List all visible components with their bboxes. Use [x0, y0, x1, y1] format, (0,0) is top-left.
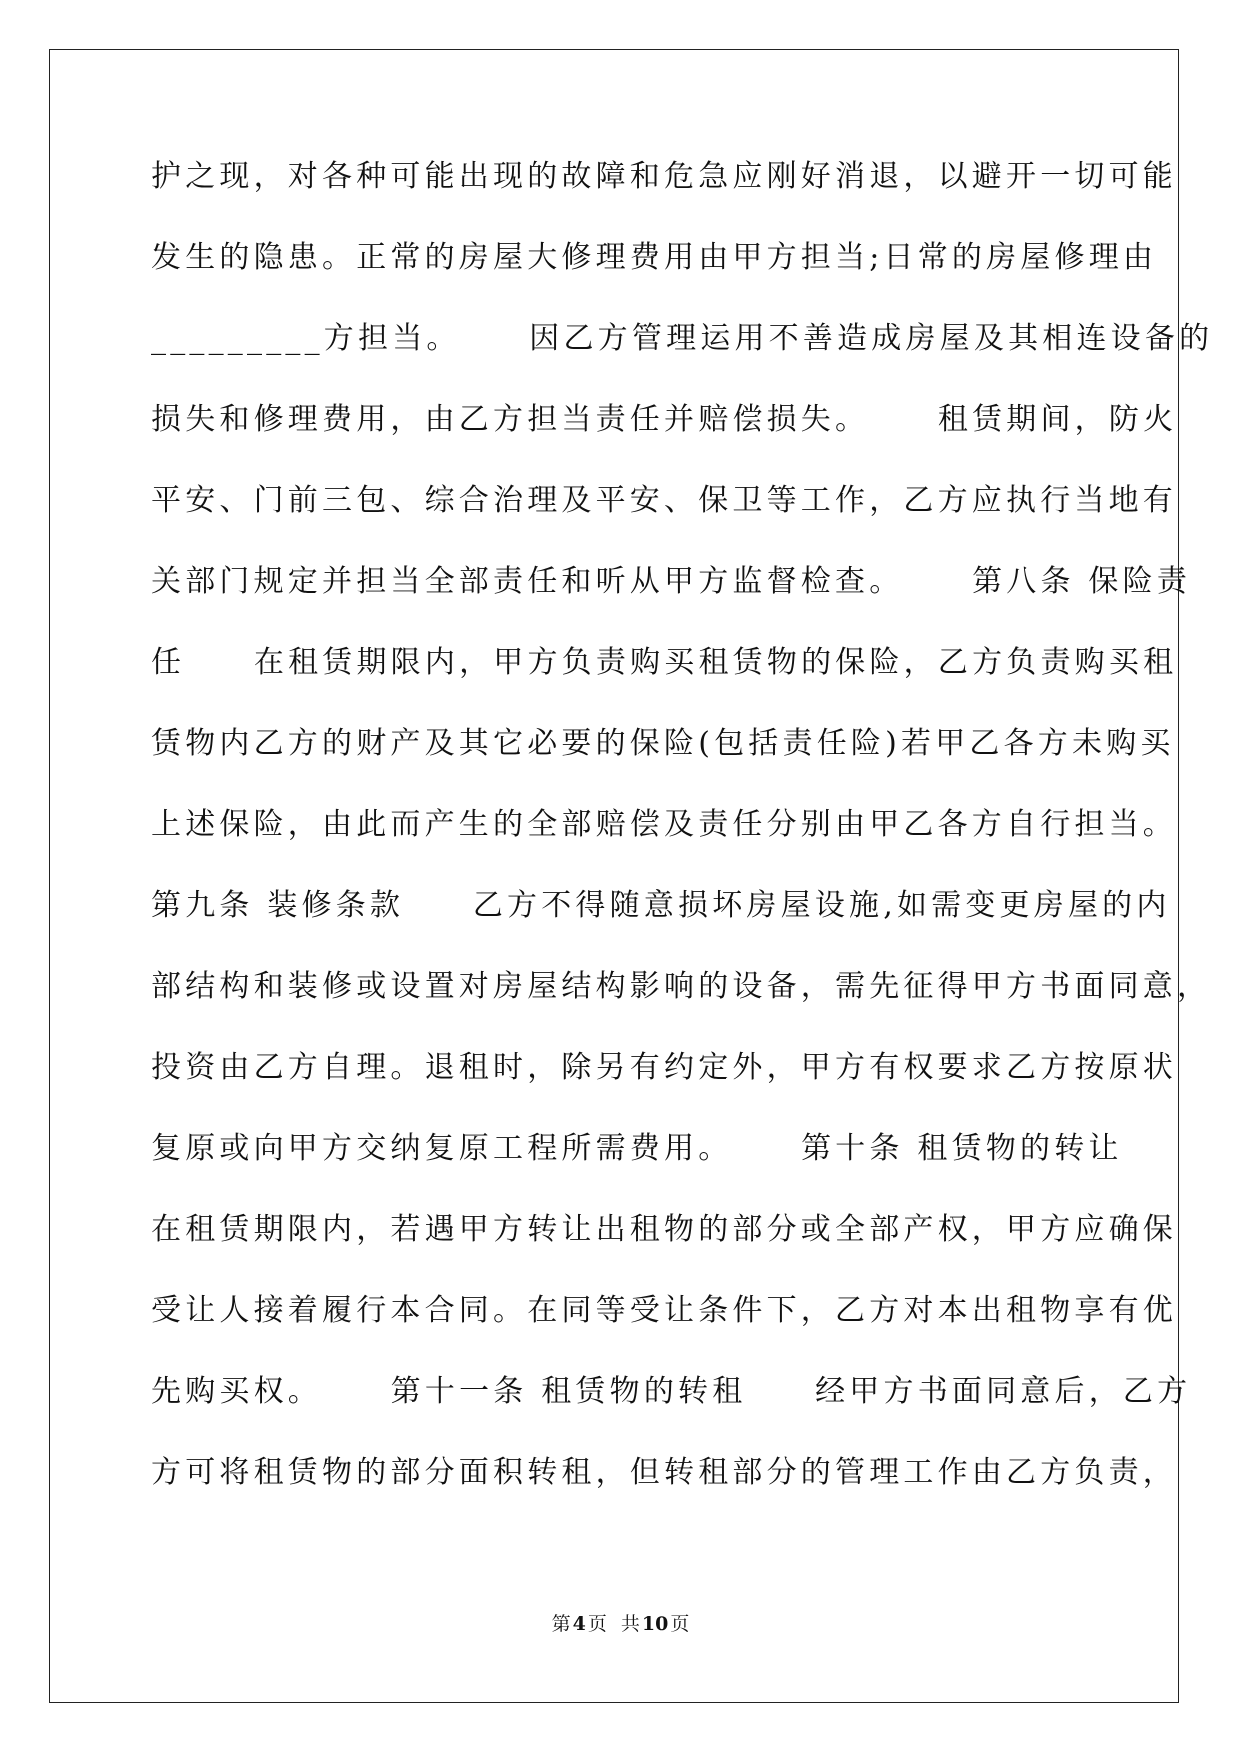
text-line: 发生的隐患。正常的房屋大修理费用由甲方担当;日常的房屋修理由	[151, 240, 1158, 275]
text-line: 部结构和装修或设置对房屋结构影响的设备，需先征得甲方书面同意，	[151, 969, 1212, 1004]
text-line: _________方担当。 因乙方管理运用不善造成房屋及其相连设备的	[151, 321, 1214, 356]
text-line: 平安、门前三包、综合治理及平安、保卫等工作，乙方应执行当地有	[151, 483, 1177, 518]
text-line: 护之现，对各种可能出现的故障和危急应刚好消退，以避开一切可能	[151, 159, 1177, 194]
text-line: 损失和修理费用，由乙方担当责任并赔偿损失。 租赁期间，防火	[151, 402, 1178, 437]
text-line: 第九条 装修条款 乙方不得随意损坏房屋设施,如需变更房屋的内	[151, 888, 1171, 923]
text-line: 在租赁期限内，若遇甲方转让出租物的部分或全部产权，甲方应确保	[151, 1212, 1177, 1247]
page-footer	[0, 1609, 1241, 1636]
document-body	[151, 157, 1214, 1534]
text-line: 任 在租赁期限内，甲方负责购买租赁物的保险，乙方负责购买租	[151, 645, 1178, 680]
page-total: 共 10 页	[620, 1613, 690, 1635]
text-line: 受让人接着履行本合同。在同等受让条件下，乙方对本出租物享有优	[151, 1293, 1177, 1328]
page-number: 第 4 页	[551, 1613, 607, 1635]
text-line: 上述保险，由此而产生的全部赔偿及责任分别由甲乙各方自行担当。	[151, 807, 1177, 842]
text-line: 赁物内乙方的财产及其它必要的保险(包括责任险)若甲乙各方未购买	[151, 726, 1175, 761]
text-line: 先购买权。 第十一条 租赁物的转租 经甲方书面同意后，乙方	[151, 1374, 1192, 1409]
text-line: 复原或向甲方交纳复原工程所需费用。 第十条 租赁物的转让	[151, 1131, 1123, 1166]
text-line: 投资由乙方自理。退租时，除另有约定外，甲方有权要求乙方按原状	[151, 1050, 1177, 1085]
text-line: 关部门规定并担当全部责任和听从甲方监督检查。 第八条 保险责	[151, 564, 1192, 599]
text-line: 方可将租赁物的部分面积转租，但转租部分的管理工作由乙方负责，	[151, 1455, 1177, 1490]
